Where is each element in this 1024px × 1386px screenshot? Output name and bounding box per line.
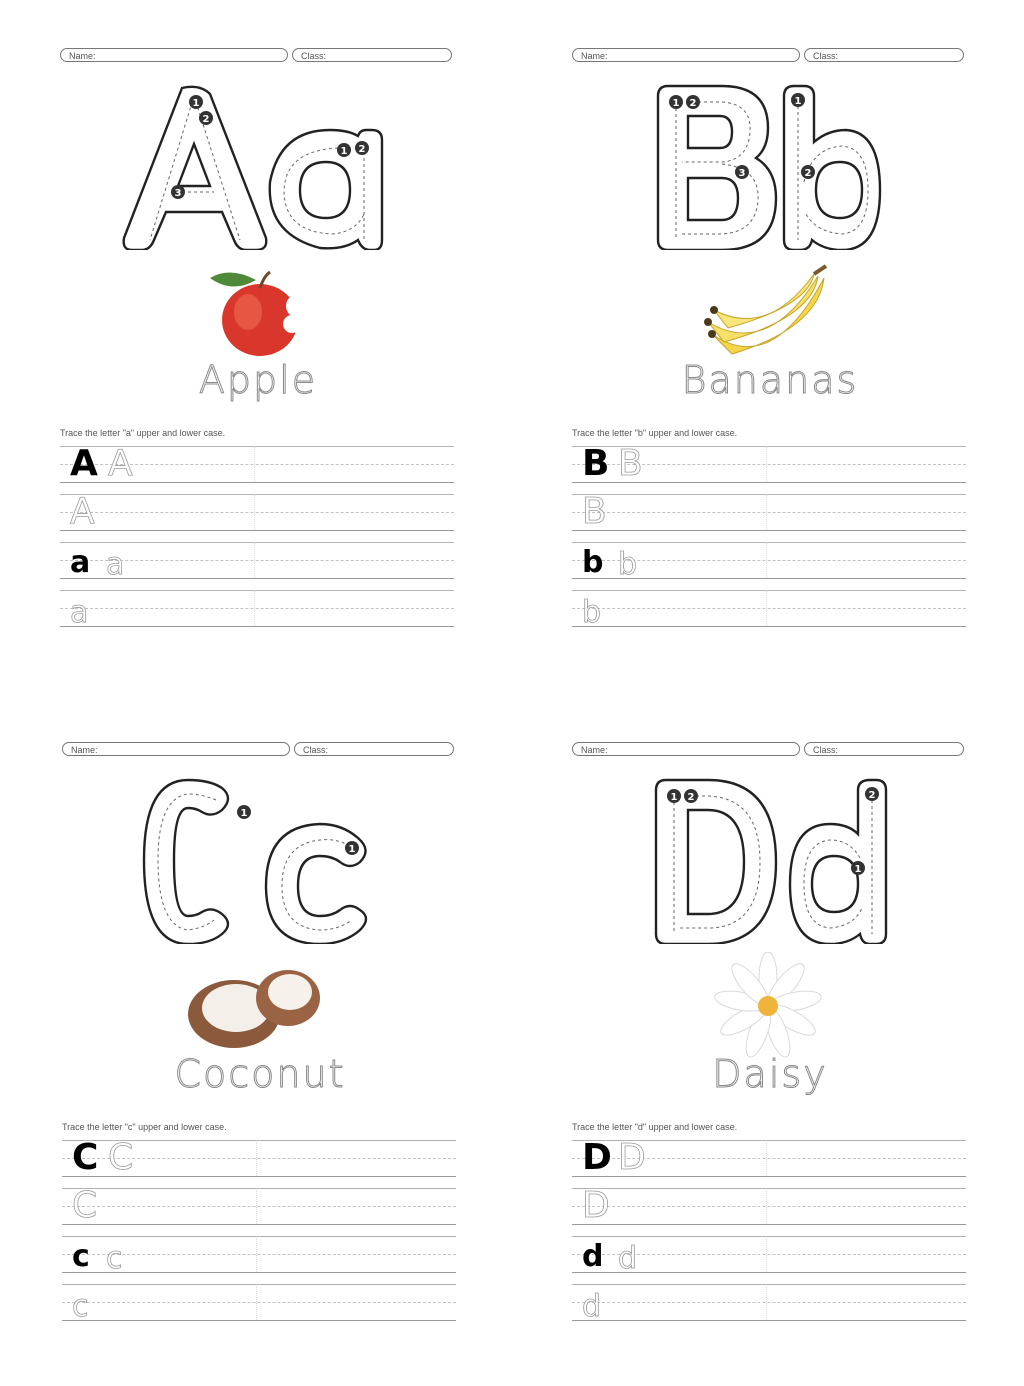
tracing-row[interactable] — [60, 443, 454, 484]
tracing-row[interactable] — [60, 542, 454, 582]
stroke-number-1: 1 — [240, 808, 248, 819]
tracing-row[interactable] — [572, 1236, 966, 1276]
trace-letter: c — [72, 1289, 89, 1324]
instruction-text: Trace the letter "c" upper and lower case. — [62, 1122, 227, 1132]
model-letter: C — [72, 1137, 99, 1178]
stroke-number-3: 3 — [174, 188, 182, 199]
tracing-row[interactable] — [62, 1284, 456, 1324]
tracing-row[interactable] — [62, 1137, 456, 1178]
stroke-number-1: 1 — [670, 792, 678, 803]
trace-letter: d — [582, 1289, 602, 1324]
outline-letter-upper — [124, 87, 267, 250]
instruction-text: Trace the letter "b" upper and lower case. — [572, 428, 738, 438]
class-field[interactable] — [292, 48, 452, 62]
trace-letter: C — [108, 1137, 134, 1178]
stroke-number-2: 2 — [868, 790, 876, 801]
worksheet-header — [572, 48, 968, 64]
name-label: Name: — [581, 745, 608, 755]
tracing-row[interactable] — [572, 443, 966, 484]
trace-letter: c — [106, 1241, 123, 1276]
worksheet-a — [60, 48, 456, 648]
stroke-number-1: 1 — [192, 98, 200, 109]
stroke-number-1: 1 — [854, 864, 862, 875]
trace-letter: A — [70, 491, 95, 532]
class-label: Class: — [303, 745, 329, 755]
trace-letter: B — [618, 443, 643, 484]
tracing-row[interactable] — [572, 1284, 966, 1324]
trace-letter: B — [582, 491, 607, 532]
class-label: Class: — [813, 51, 839, 61]
instruction-text: Trace the letter "d" upper and lower case. — [572, 1122, 738, 1132]
stroke-number-1: 1 — [348, 844, 356, 855]
tracing-rows — [572, 1137, 966, 1332]
stroke-number-2: 2 — [689, 98, 697, 109]
trace-letter: A — [108, 443, 133, 484]
tracing-row[interactable] — [60, 590, 454, 630]
trace-letter: C — [72, 1185, 98, 1226]
stroke-number-2: 2 — [804, 168, 812, 179]
tracing-rows — [60, 443, 454, 638]
tracing-row[interactable] — [572, 590, 966, 630]
big-letter-outline — [62, 768, 458, 944]
stroke-number-1: 1 — [340, 146, 348, 157]
worksheet-d — [572, 742, 968, 1342]
trace-letter: a — [106, 547, 125, 582]
model-letter: d — [582, 1239, 604, 1274]
model-letter: D — [582, 1137, 612, 1178]
tracing-rows — [572, 443, 966, 638]
stroke-number-1: 1 — [672, 98, 680, 109]
name-label: Name: — [69, 51, 96, 61]
tracing-row[interactable] — [572, 1185, 966, 1226]
big-letter-outline — [572, 74, 968, 250]
name-field[interactable] — [572, 742, 800, 756]
class-label: Class: — [301, 51, 327, 61]
trace-letter: b — [618, 547, 638, 582]
name-label: Name: — [71, 745, 98, 755]
banana-icon — [572, 258, 968, 368]
instruction-text: Trace the letter "a" upper and lower case. — [60, 428, 226, 438]
tracing-row[interactable] — [572, 542, 966, 582]
name-label: Name: — [581, 51, 608, 61]
tracing-row[interactable] — [572, 491, 966, 532]
example-word: Coconut — [174, 1052, 346, 1096]
tracing-rows — [62, 1137, 456, 1332]
worksheet-b — [572, 48, 968, 648]
class-label: Class: — [813, 745, 839, 755]
name-field[interactable] — [60, 48, 288, 62]
class-field[interactable] — [804, 48, 964, 62]
class-field[interactable] — [804, 742, 964, 756]
worksheet-header — [62, 742, 458, 758]
coconut-icon — [62, 952, 458, 1062]
name-field[interactable] — [62, 742, 290, 756]
outline-letter-upper — [144, 780, 228, 944]
tracing-row[interactable] — [572, 1137, 966, 1178]
class-field[interactable] — [294, 742, 454, 756]
model-letter: c — [72, 1239, 90, 1274]
trace-letter: D — [582, 1185, 610, 1226]
trace-letter: b — [582, 595, 602, 630]
tracing-row[interactable] — [62, 1185, 456, 1226]
stroke-number-1: 1 — [794, 96, 802, 107]
trace-letter: a — [70, 595, 89, 630]
model-letter: b — [582, 545, 604, 580]
big-letter-outline — [60, 74, 456, 250]
daisy-icon — [572, 952, 968, 1062]
stroke-number-3: 3 — [738, 168, 746, 179]
stroke-number-2: 2 — [687, 792, 695, 803]
name-field[interactable] — [572, 48, 800, 62]
stroke-number-2: 2 — [358, 144, 366, 155]
trace-letter: D — [618, 1137, 646, 1178]
big-letter-outline — [572, 768, 968, 944]
tracing-row[interactable] — [60, 491, 454, 532]
example-word: Bananas — [681, 358, 859, 402]
worksheet-c — [62, 742, 458, 1342]
model-letter: B — [582, 443, 610, 484]
stroke-number-2: 2 — [202, 114, 210, 125]
example-word: Apple — [198, 358, 318, 402]
tracing-row[interactable] — [62, 1236, 456, 1276]
model-letter: A — [70, 443, 98, 484]
worksheet-header — [572, 742, 968, 758]
apple-icon — [60, 258, 456, 368]
trace-letter: d — [618, 1241, 638, 1276]
model-letter: a — [70, 545, 91, 580]
example-word: Daisy — [712, 1052, 828, 1096]
worksheet-header — [60, 48, 456, 64]
